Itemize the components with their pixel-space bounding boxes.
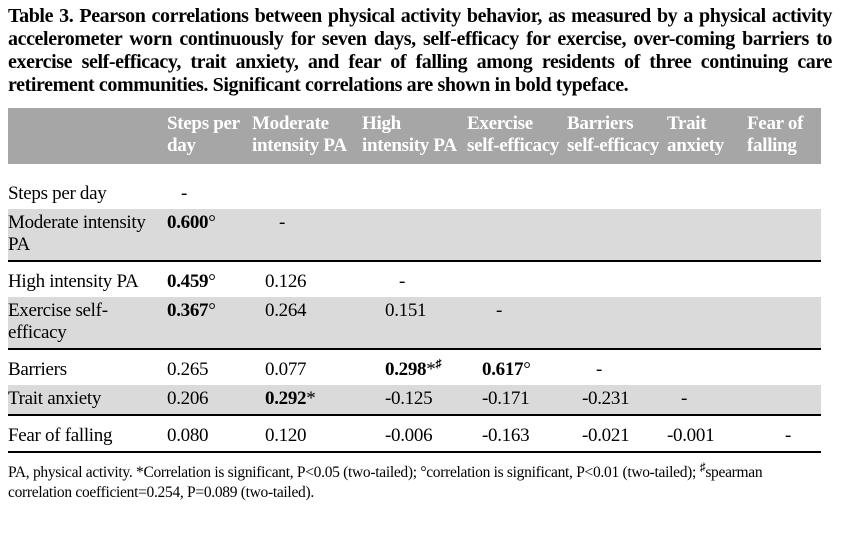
value-cell [745,261,821,297]
significance-mark: * [306,387,316,409]
value-cell: -0.125 [360,385,465,415]
value-cell [745,209,821,261]
value-cell: 0.292* [250,385,360,415]
value-cell: 0.617° [482,358,531,380]
empty-dash-cell: - [250,209,360,261]
value-cell: 0.077 [265,358,307,380]
value-cell [745,297,821,349]
table-footnote: PA, physical activity. *Correlation is significant, P<0.05 (two-tailed); °correlation is significant, P<0.01 (two-tailed); ♯spearman correlation coefficient=0.254, P=0.089 (two-tailed). [8,459,763,502]
row-label: Exercise self-efficacy [8,297,165,349]
value-cell [745,385,821,415]
table-caption: Table 3. Pearson correlations between physical activity behavior, as measured by a physical activity accelerometer worn continuously for seven days, self-efficacy for exercise, over-coming barriers to exercise self-efficacy, trait anxiety, and fear of falling among residents of three continuing care retirement communities. Significant correlations are shown in bold typeface. [8,5,832,96]
value-cell [360,180,465,209]
row-label: High intensity PA [8,270,139,292]
significance-mark: ° [208,270,216,292]
value-cell: 0.459° [167,270,216,292]
significance-mark: * [426,358,436,380]
superscript-mark: ♯ [435,356,442,371]
value-cell [565,180,665,209]
column-header: Moderate intensity PA [250,108,360,164]
value-cell [665,180,745,209]
value-cell [465,209,565,261]
significance-mark: ° [523,358,531,380]
value-cell: 0.080 [165,415,250,452]
empty-dash-cell: - [665,385,745,415]
spacer-row [8,164,821,180]
row-label: Steps per day [8,182,107,204]
header-row [8,108,821,164]
column-header: Fear of falling [745,108,821,164]
value-cell: -0.021 [565,415,665,452]
value-cell: 0.206 [165,385,250,415]
table-row [8,415,821,452]
table-row [8,297,821,349]
value-cell [565,261,665,297]
value-cell: -0.006 [360,415,465,452]
table-header [8,108,821,164]
value-cell: -0.001 [665,415,745,452]
column-header: Steps per day [165,108,250,164]
empty-dash-cell: - [596,358,603,380]
value-cell: 0.367° [165,297,250,349]
value-cell: 0.265 [167,358,209,380]
column-header: Barriers self-efficacy [565,108,665,164]
significance-mark: ° [208,211,216,233]
value-cell [565,297,665,349]
value-cell: 0.151 [360,297,465,349]
spacer-cell [8,164,821,180]
empty-dash-cell: - [465,297,565,349]
value-cell [745,349,821,385]
corner-cell [8,108,165,164]
table-row [8,261,821,297]
table-row [8,349,821,385]
significance-mark: ° [208,299,216,321]
value-cell [665,261,745,297]
superscript-mark: ♯ [699,459,706,474]
value-cell: -0.231 [565,385,665,415]
value-cell [665,349,745,385]
value-cell [745,180,821,209]
table-row [8,209,821,261]
value-cell: 0.600° [165,209,250,261]
value-cell [465,180,565,209]
column-header: High intensity PA [360,108,465,164]
correlation-table [8,108,821,453]
row-label: Trait anxiety [8,385,165,415]
value-cell: 0.264 [250,297,360,349]
row-label: Barriers [8,358,67,380]
value-cell [665,209,745,261]
empty-dash-cell: - [745,415,821,452]
value-cell: -0.171 [465,385,565,415]
table-row [8,385,821,415]
value-cell [565,209,665,261]
row-label: Fear of falling [8,415,165,452]
value-cell: -0.163 [465,415,565,452]
value-cell: 0.120 [250,415,360,452]
column-header: Trait anxiety [665,108,745,164]
empty-dash-cell: - [181,182,188,204]
row-label: Moderate intensity PA [8,209,165,261]
empty-dash-cell: - [399,270,406,292]
value-cell [360,209,465,261]
table-row [8,180,821,209]
value-cell [250,180,360,209]
value-cell: 0.126 [265,270,307,292]
value-cell [665,297,745,349]
column-header: Exercise self-efficacy [465,108,565,164]
value-cell: 0.298*♯ [385,356,442,380]
table-body [8,164,821,452]
value-cell [465,261,565,297]
